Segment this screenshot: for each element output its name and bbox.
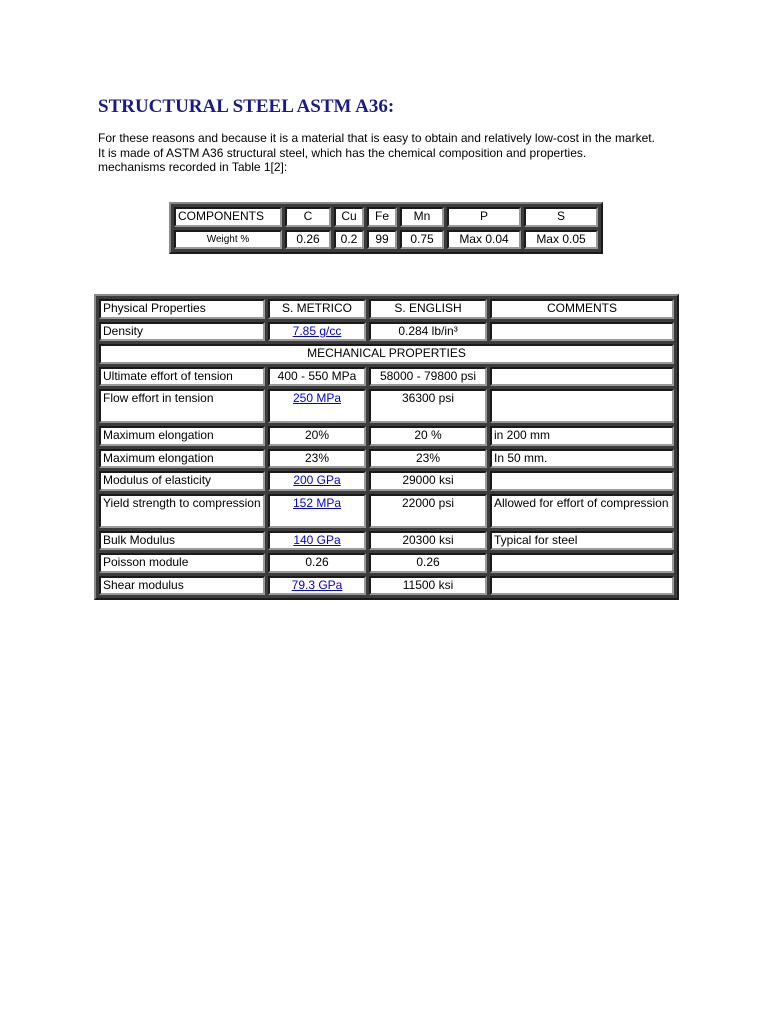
table-row [99,471,674,491]
property-name: Yield strength to compression [99,494,265,528]
property-name: Maximum elongation [99,449,265,469]
property-name: Ultimate effort of tension [99,367,265,387]
header-cell: C [285,207,331,227]
property-name: Modulus of elasticity [99,471,265,491]
english-value: 20 % [369,426,487,446]
english-value: 23% [369,449,487,469]
property-name: Shear modulus [99,576,265,596]
metric-value-link[interactable]: 140 GPa [293,532,341,547]
header-cell: COMMENTS [490,299,674,319]
metric-value-link[interactable]: 79.3 GPa [291,577,343,592]
value-cell: 0.75 [400,230,444,250]
properties-header-row [99,299,674,319]
value-cell: 0.2 [334,230,364,250]
value-cell: Max 0.04 [447,230,521,250]
english-value: 58000 - 79800 psi [369,367,487,387]
comment [490,389,674,423]
header-cell: Cu [334,207,364,227]
row-label: Weight % [174,230,282,250]
metric-value [268,531,366,551]
header-cell: Fe [367,207,397,227]
header-cell: COMPONENTS [174,207,282,227]
metric-value [268,322,366,342]
comment [490,322,674,342]
table-row [99,531,674,551]
property-name: Density [99,322,265,342]
metric-value [268,576,366,596]
value-cell: 99 [367,230,397,250]
comment: Allowed for effort of compression [490,494,674,528]
intro-line: mechanisms recorded in Table 1[2]: [98,160,288,174]
intro-line: For these reasons and because it is a material that is easy to obtain and relatively low-cost in the market. [98,131,655,145]
comment [490,576,674,596]
composition-weight-row [174,230,598,250]
composition-header-row [174,207,598,227]
table-row [99,449,674,469]
table-row [99,576,674,596]
properties-table [94,294,679,600]
metric-value: 400 - 550 MPa [268,367,366,387]
metric-value [268,471,366,491]
metric-value: 0.26 [268,553,366,573]
comment [490,553,674,573]
intro-paragraph [98,131,698,175]
english-value: 20300 ksi [369,531,487,551]
metric-value: 20% [268,426,366,446]
metric-value-link[interactable]: 200 GPa [293,473,341,487]
header-cell: S. ENGLISH [369,299,487,319]
header-cell: P [447,207,521,227]
metric-value [268,494,366,528]
english-value: 0.26 [369,553,487,573]
intro-line: It is made of ASTM A36 structural steel, which has the chemical composition and properties. [98,145,587,160]
header-cell: S [524,207,598,227]
table-row [99,426,674,446]
metric-value [268,389,366,423]
table-row [99,389,674,423]
property-name: Flow effort in tension [99,389,265,423]
metric-value-link[interactable]: 7.85 g/cc [292,323,342,338]
value-cell: Max 0.05 [524,230,598,250]
english-value: 0.284 lb/in³ [369,322,487,342]
comment: in 200 mm [490,426,674,446]
composition-table [169,202,603,254]
comment [490,367,674,387]
english-value: 11500 ksi [369,576,487,596]
comment: Typical for steel [490,531,674,551]
comment [490,471,674,491]
header-cell: Physical Properties [99,299,265,319]
english-value: 29000 ksi [369,471,487,491]
page-title: STRUCTURAL STEEL ASTM A36: [98,96,395,117]
comment: In 50 mm. [490,449,674,469]
metric-value: 23% [268,449,366,469]
table-row [99,367,674,387]
section-row [99,344,674,364]
header-cell: Mn [400,207,444,227]
header-cell: S. METRICO [268,299,366,319]
property-name: Bulk Modulus [99,531,265,551]
property-name: Maximum elongation [99,426,265,446]
table-row [99,322,674,342]
section-heading: MECHANICAL PROPERTIES [99,344,674,364]
value-cell: 0.26 [285,230,331,250]
metric-value-link[interactable]: 250 MPa [292,391,342,405]
property-name: Poisson module [99,553,265,573]
metric-value-link[interactable]: 152 MPa [292,495,342,510]
english-value: 22000 psi [369,494,487,528]
english-value: 36300 psi [369,389,487,423]
table-row [99,553,674,573]
table-row [99,494,674,528]
